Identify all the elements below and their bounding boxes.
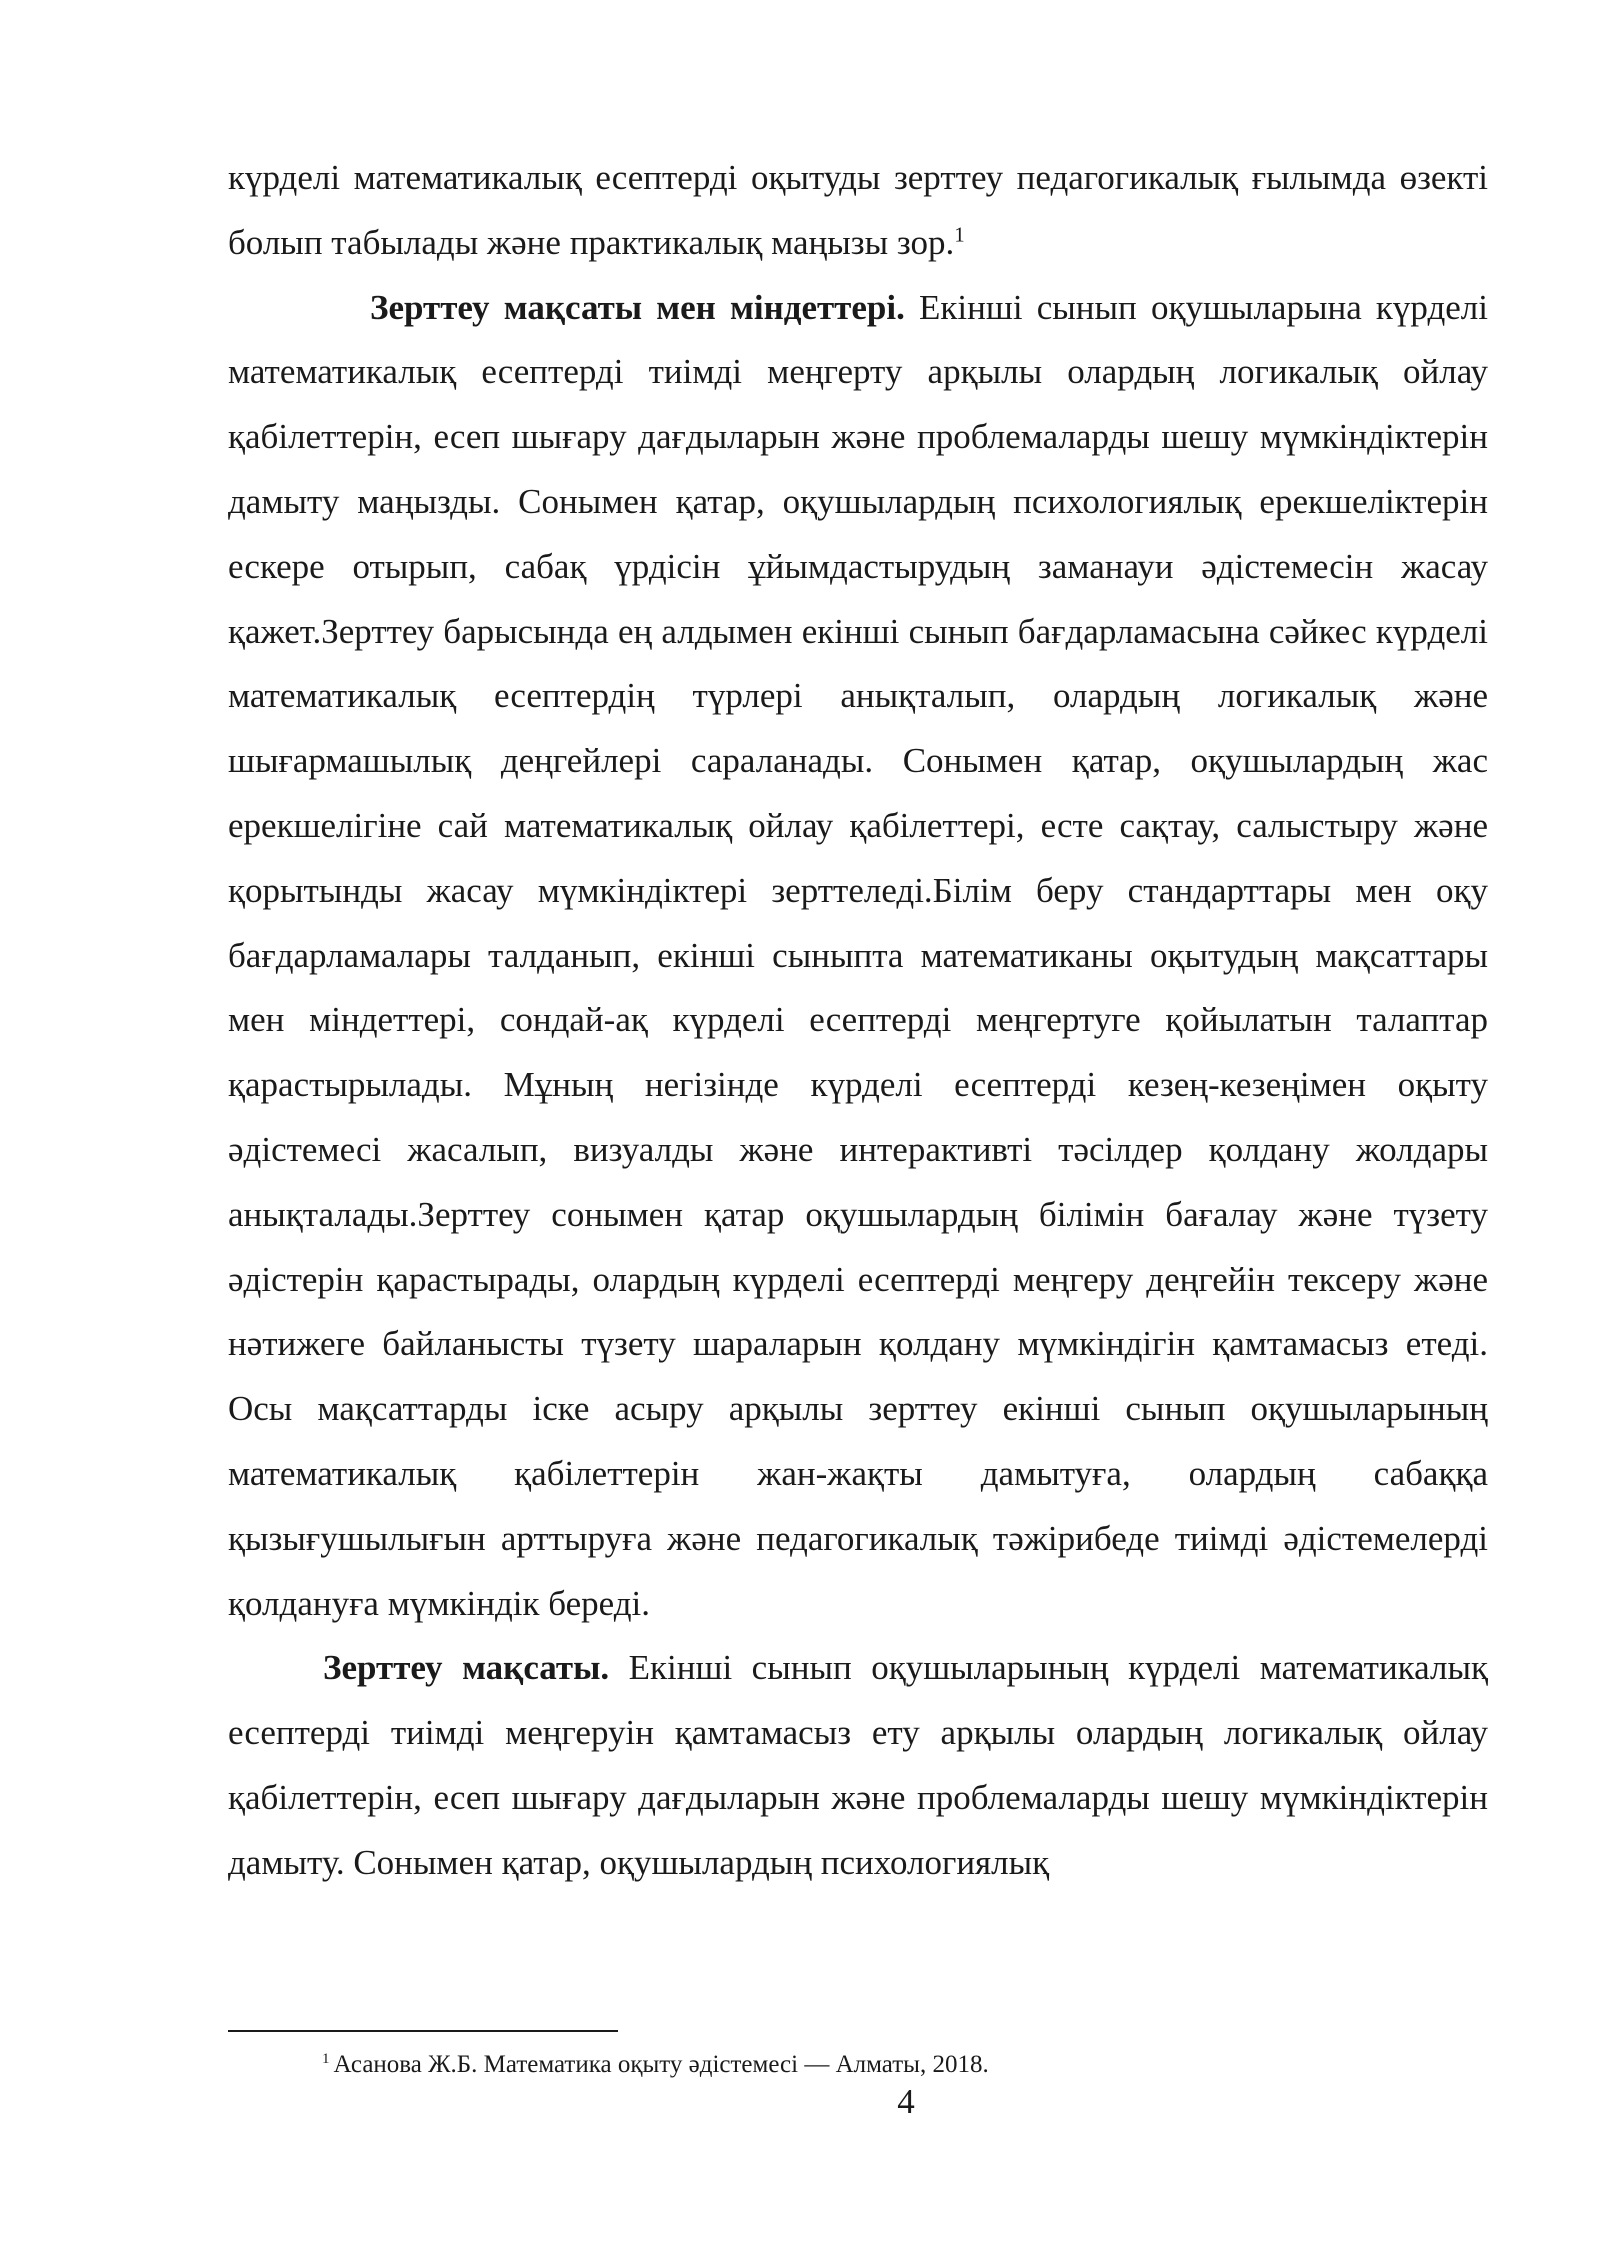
paragraph-aims-and-objectives xyxy=(228,276,1488,1637)
paragraph-research-aim-text: Екінші сынып оқушыларының күрделі математикалық есептерді тиімді меңгеруін қамтамасыз ету арқылы олардың логикалық ойлау қабілеттерін, есеп шығару дағдыларын және проблемаларды шешу мүмкіндіктерін дамыту. Сонымен қатар, оқушылардың психологиялық xyxy=(228,1648,1488,1882)
paragraph-research-aim xyxy=(228,1636,1488,1895)
footnote-text: Асанова Ж.Б. Математика оқыту әдістемесі — Алматы, 2018. xyxy=(333,2051,989,2078)
section-heading-research-aim: Зерттеу мақсаты. xyxy=(323,1648,610,1688)
footnote-separator xyxy=(228,2030,618,2032)
body-text xyxy=(228,146,1488,1896)
paragraph-intro xyxy=(228,146,1488,276)
paragraph-intro-text: күрделі математикалық есептерді оқытуды зерттеу педагогикалық ғылымда өзекті болып табылады және практикалық маңызы зор. xyxy=(228,158,1488,262)
footnote-number: 1 xyxy=(322,2050,330,2067)
paragraph-aims-and-objectives-text: Екінші сынып оқушыларына күрделі математикалық есептерді тиімді меңгерту арқылы олардың логикалық ойлау қабілеттерін, есеп шығару дағдыларын және проблемаларды шешу мүмкіндіктерін дамыту маңызды. Сонымен қатар, оқушылардың психологиялық ерекшеліктерін ескере отырып, сабақ үрдісін ұйымдастырудың заманауи әдістемесін жасау қажет.Зерттеу барысында ең алдымен екінші сынып бағдарламасына сәйкес күрделі математикалық есептердің түрлері анықталып, олардың логикалық және шығармашылық деңгейлері сараланады. Сонымен қатар, оқушылардың жас ерекшелігіне сай математикалық ойлау қабілеттері, есте сақтау, салыстыру және қорытынды жасау мүмкіндіктері зерттеледі.Білім беру стандарттары мен оқу бағдарламалары талданып, екінші сыныпта математиканы оқытудың мақсаттары мен міндеттері, сондай-ақ күрделі есептерді меңгертуге қойылатын талаптар қарастырылады. Мұның негізінде күрделі есептерді кезең-кезеңімен оқыту әдістемесі жасалып, визуалды және интерактивті тәсілдер қолдану жолдары анықталады.Зерттеу сонымен қатар оқушылардың білімін бағалау және түзету әдістерін қарастырады, олардың күрделі есептерді меңгеру деңгейін тексеру және нәтижеге байланысты түзету шараларын қолдану мүмкіндігін қамтамасыз етеді. Осы мақсаттарды іске асыру арқылы зерттеу екінші сынып оқушыларының математикалық қабілеттерін жан-жақты дамытуға, олардың сабаққа қызығушылығын арттыруға және педагогикалық тәжірибеде тиімді әдістемелерді қолдануға мүмкіндік береді. xyxy=(228,287,1488,1623)
page-number: 4 xyxy=(897,2082,915,2121)
footnote xyxy=(322,2048,1422,2082)
section-heading-aims-and-objectives: Зерттеу мақсаты мен міндеттері. xyxy=(370,287,905,327)
footnote-reference[interactable]: 1 xyxy=(954,222,965,247)
